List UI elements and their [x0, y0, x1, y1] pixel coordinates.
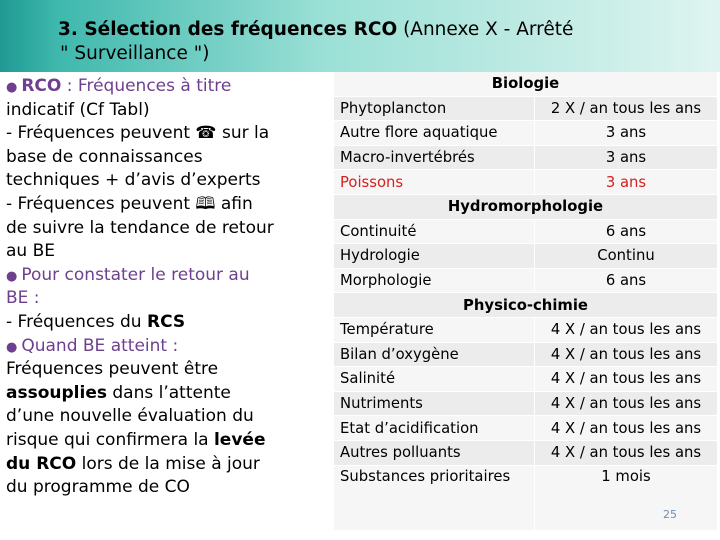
parameter-cell: Continuité	[334, 219, 535, 244]
arrow-up-icon: ☎	[195, 123, 217, 144]
frequency-cell: 3 ans	[535, 145, 718, 170]
parameter-cell: Température	[334, 317, 535, 342]
du-rco: du RCO	[6, 453, 77, 474]
line-3b: sur la	[216, 123, 270, 144]
table-row	[334, 244, 718, 269]
parameter-cell: Substances prioritaires	[334, 465, 535, 530]
table-row	[334, 440, 718, 465]
line-14b: dans l’attente	[106, 382, 231, 403]
table-row	[334, 465, 718, 530]
table-row	[334, 170, 718, 195]
line-7: de suivre la tendance de retour	[6, 217, 274, 238]
bullet-3: Quand BE atteint :	[21, 335, 179, 356]
line-2: indicatif (Cf Tabl)	[6, 99, 150, 120]
slide-title	[58, 18, 698, 66]
frequency-cell: 2 X / an tous les ans	[535, 96, 718, 121]
arrow-down-icon: 🕮	[195, 193, 216, 214]
bullet-icon: ●	[6, 268, 18, 284]
section-header-row	[334, 293, 718, 318]
rcs-label: RCS	[147, 311, 186, 332]
frequency-cell: 3 ans	[535, 121, 718, 146]
section-title: Hydromorphologie	[334, 194, 718, 219]
line-18: du programme de CO	[6, 477, 190, 498]
line-17b: lors de la mise à jour	[76, 453, 260, 474]
rco-rest: : Fréquences à titre	[61, 76, 232, 96]
parameter-cell: Autre flore aquatique	[334, 121, 535, 146]
frequency-cell: 4 X / an tous les ans	[535, 440, 718, 465]
table-row	[334, 391, 718, 416]
bullet-2-cont: BE :	[6, 288, 40, 309]
frequency-cell: 6 ans	[535, 219, 718, 244]
body-text	[6, 75, 340, 500]
frequency-cell: 4 X / an tous les ans	[535, 317, 718, 342]
section-title: Physico-chimie	[334, 293, 718, 318]
parameter-cell: Hydrologie	[334, 244, 535, 269]
line-8: au BE	[6, 241, 55, 262]
line-11a: - Fréquences du	[6, 311, 147, 332]
table-row	[334, 367, 718, 392]
frequency-cell: 4 X / an tous les ans	[535, 342, 718, 367]
section-header-row	[334, 194, 718, 219]
line-15: d’une nouvelle évaluation du	[6, 406, 254, 427]
line-6a: - Fréquences peuvent	[6, 193, 196, 214]
bullet-icon: ●	[6, 339, 18, 355]
parameter-cell: Autres polluants	[334, 440, 535, 465]
line-3a: - Fréquences peuvent	[6, 123, 196, 144]
levee: levée	[213, 429, 266, 450]
line-6b: afin	[215, 193, 253, 214]
table-row	[334, 219, 718, 244]
frequency-cell: 4 X / an tous les ans	[535, 416, 718, 441]
table-row	[334, 145, 718, 170]
line-13: Fréquences peuvent être	[6, 359, 219, 380]
table-row	[334, 96, 718, 121]
parameter-cell: Nutriments	[334, 391, 535, 416]
parameter-cell: Phytoplancton	[334, 96, 535, 121]
frequency-cell: 4 X / an tous les ans	[535, 367, 718, 392]
bullet-icon: ●	[6, 80, 18, 95]
frequency-cell: 6 ans	[535, 268, 718, 293]
rco-label: RCO	[21, 76, 62, 96]
frequency-cell: Continu	[535, 244, 718, 269]
section-title: Biologie	[334, 72, 718, 96]
table-row	[334, 416, 718, 441]
table-row	[334, 342, 718, 367]
table-row	[334, 317, 718, 342]
frequency-cell: 1 mois	[535, 465, 718, 530]
line-4: base de connaissances	[6, 146, 203, 167]
title-annex: (Annexe X - Arrêté	[397, 19, 574, 40]
title-main: 3. Sélection des fréquences RCO	[58, 19, 398, 40]
line-5: techniques + d’avis d’experts	[6, 170, 261, 191]
parameter-cell: Etat d’acidification	[334, 416, 535, 441]
title-annex-end: " Surveillance ")	[60, 43, 210, 64]
line-16a: risque qui confirmera la	[6, 429, 214, 450]
bullet-2: Pour constater le retour au	[21, 264, 250, 285]
section-header-row	[334, 72, 718, 96]
parameter-cell: Salinité	[334, 367, 535, 392]
page-number: 25	[663, 508, 677, 521]
parameter-cell: Bilan d’oxygène	[334, 342, 535, 367]
parameter-cell: Poissons	[334, 170, 535, 195]
frequency-table	[334, 72, 718, 531]
table-row	[334, 121, 718, 146]
frequency-cell: 3 ans	[535, 170, 718, 195]
parameter-cell: Macro-invertébrés	[334, 145, 535, 170]
parameter-cell: Morphologie	[334, 268, 535, 293]
assouplies: assouplies	[6, 382, 107, 403]
frequency-cell: 4 X / an tous les ans	[535, 391, 718, 416]
table-row	[334, 268, 718, 293]
